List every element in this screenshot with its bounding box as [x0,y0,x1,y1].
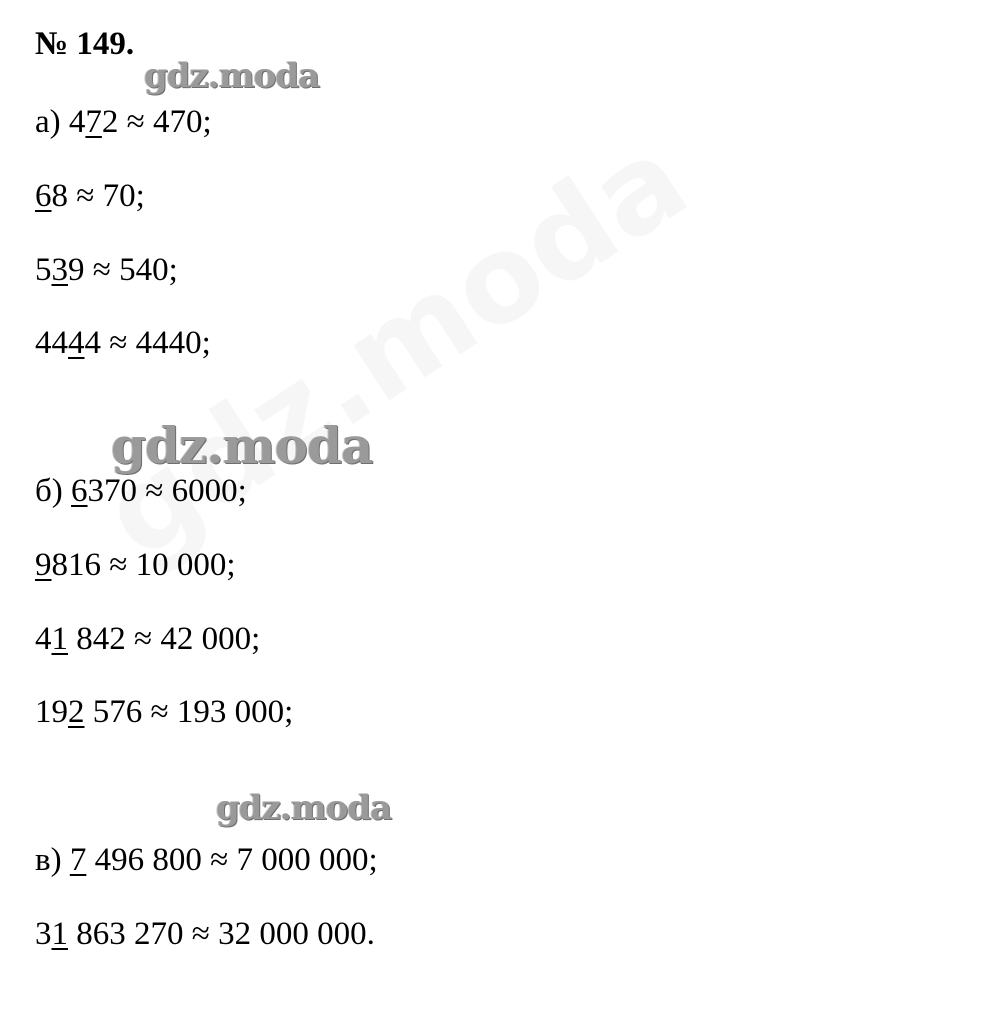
underlined-digit: 1 [51,916,68,952]
line-text: 9 ≈ 540; [68,252,178,288]
line-text: 370 ≈ 6000; [87,473,247,509]
answer-line-b4 [35,692,293,732]
answer-line-v2 [35,914,375,954]
line-text: б) [35,473,72,509]
line-text: 842 ≈ 42 000; [68,621,261,657]
answer-line-b1 [35,471,247,511]
line-text: 4 [35,621,52,657]
answer-line-a4 [35,323,211,363]
problem-title: № 149. [35,26,135,62]
watermark-logo: gdz.moda [216,788,392,828]
line-text: 816 ≈ 10 000; [51,547,236,583]
watermark-logo: gdz.moda [144,56,320,96]
underlined-digit: 3 [51,252,68,288]
underlined-digit: 9 [35,547,52,583]
line-text: 19 [35,694,68,730]
line-text: 2 ≈ 470; [101,104,212,140]
line-text: 8 ≈ 70; [51,178,145,214]
answer-line-b3 [35,619,260,659]
line-text: 496 800 ≈ 7 000 000; [86,842,378,878]
line-text: 576 ≈ 193 000; [84,694,294,730]
underlined-digit: 1 [51,621,68,657]
line-text: 44 [35,325,68,361]
line-text: в) [35,842,70,878]
line-text: 863 270 ≈ 32 000 000. [68,916,375,952]
answer-line-a3 [35,250,178,290]
answer-line-v1 [35,840,378,880]
line-text: а) 4 [35,104,86,140]
underlined-digit: 2 [68,694,85,730]
underlined-digit: 4 [68,325,85,361]
answer-line-b2 [35,545,236,585]
answer-line-a2 [35,176,145,216]
line-text: 3 [35,916,52,952]
underlined-digit: 7 [69,842,87,878]
watermark-logo: gdz.moda [111,416,373,475]
line-text: 4 ≈ 4440; [84,325,211,361]
line-text: 5 [35,252,52,288]
underlined-digit: 6 [35,178,52,214]
underlined-digit: 7 [85,104,102,140]
answer-line-a1 [35,102,212,142]
underlined-digit: 6 [71,473,88,509]
